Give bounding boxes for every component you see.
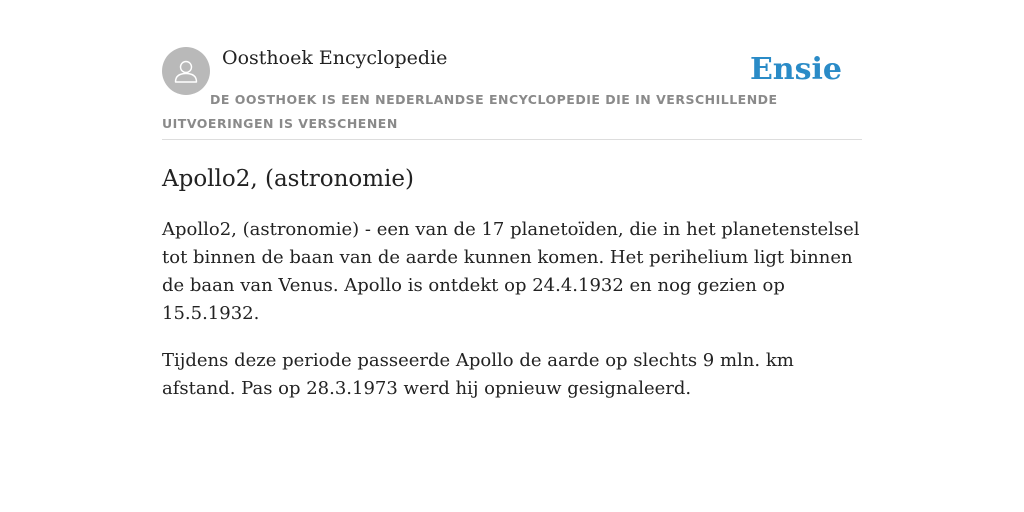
article-title: Apollo2, (astronomie) [162, 166, 414, 192]
source-header [162, 46, 862, 140]
user-icon [171, 56, 201, 86]
brand-logo[interactable]: Ensie [749, 52, 842, 87]
article-paragraph: Apollo2, (astronomie) - een van de 17 planetoïden, die in het planetenstelsel tot binnen de baan van de aarde kunnen komen. Het perihelium ligt binnen de baan van Venus. Apollo is ontdekt op 24.4.1932 en nog gezien op 15.5.1932. [162, 219, 860, 324]
source-name[interactable]: Oosthoek Encyclopedie [222, 47, 448, 69]
article-paragraph: Tijdens deze periode passeerde Apollo de aarde op slechts 9 mln. km afstand. Pas op 28.3.1973 werd hij opnieuw gesignaleerd. [162, 350, 794, 399]
source-description: DE OOSTHOEK IS EEN NEDERLANDSE ENCYCLOPEDIE DIE IN VERSCHILLENDE UITVOERINGEN IS VERSCHENEN [162, 92, 778, 131]
article-body [162, 216, 867, 422]
